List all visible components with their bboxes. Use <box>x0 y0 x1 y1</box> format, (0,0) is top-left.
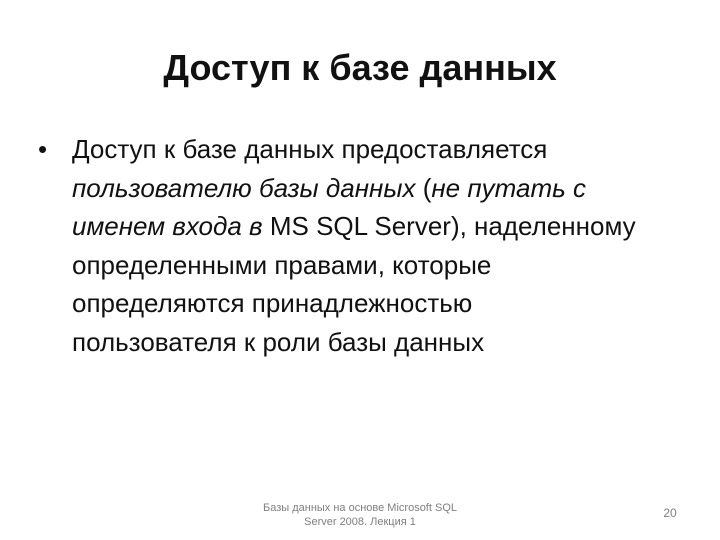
slide-footer <box>230 501 490 529</box>
bullet-text-part5: MS SQL Server), наделенному определенными правами, которые определяются принадлежностью пользователя к роли базы данных <box>72 211 636 357</box>
page-number: 20 <box>663 506 677 520</box>
bullet-item <box>36 130 636 361</box>
bullet-text-italic-note: не путать с именем входа в <box>72 172 587 241</box>
slide-body <box>36 130 636 361</box>
slide-title: Доступ к базе данных <box>163 47 557 88</box>
footer-line-2: Server 2008. Лекция 1 <box>304 516 416 528</box>
bullet-text-part3: ( <box>415 172 432 203</box>
bullet-text-part1: Доступ к базе данных предоставляется <box>72 134 548 164</box>
bullet-dot-icon: • <box>38 134 48 164</box>
bullet-text-italic-user: пользователю базы данных <box>72 172 416 203</box>
footer-line-1: Базы данных на основе Microsoft SQL <box>262 502 457 514</box>
